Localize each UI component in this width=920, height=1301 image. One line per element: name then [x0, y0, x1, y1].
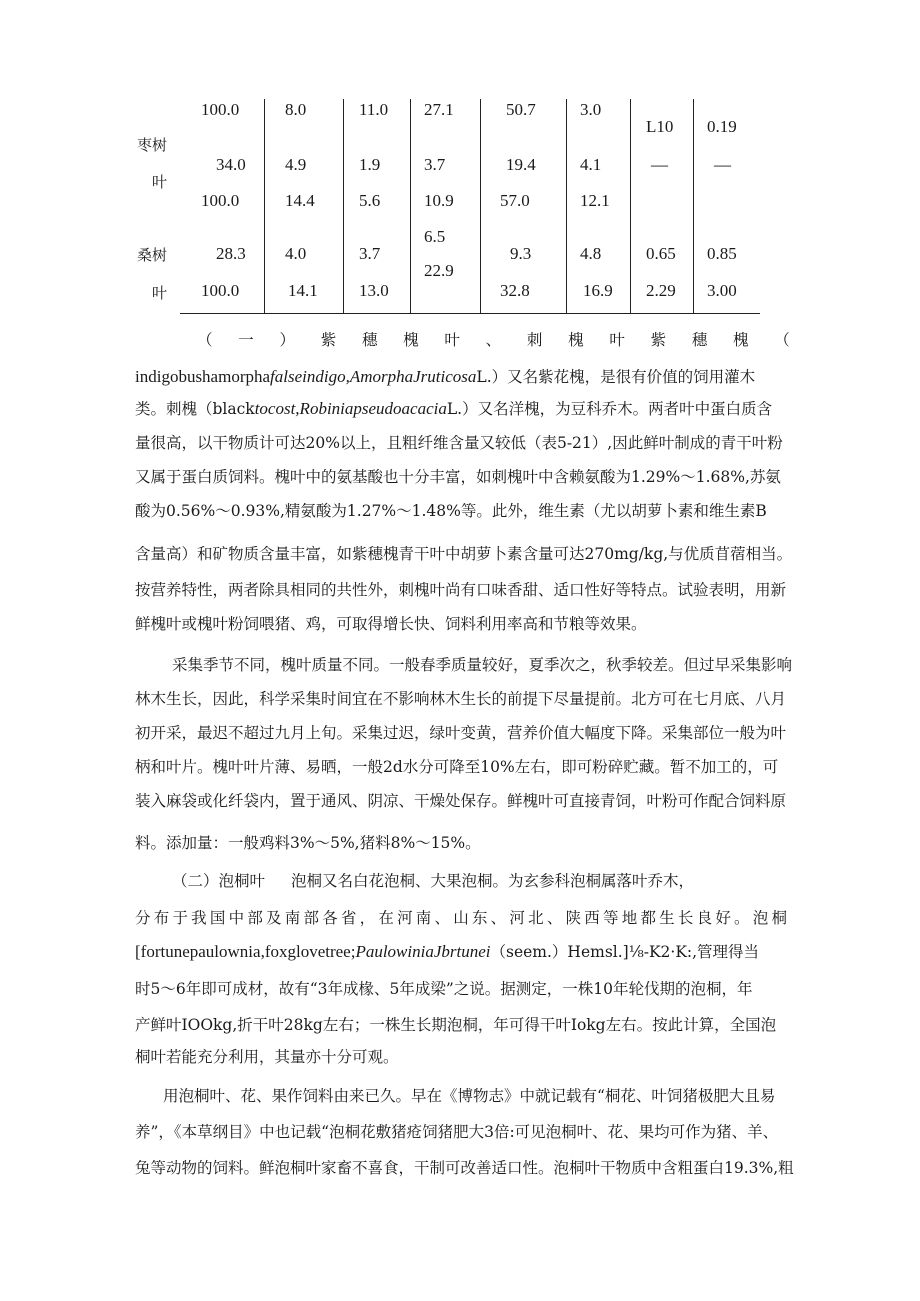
heading-char: 槐 — [568, 331, 584, 349]
text-line: 兔等动物的饲料。鲜泡桐叶家畜不喜食，干制可改善适口性。泡桐叶干物质中含粗蛋白19.3%,粗 — [135, 1159, 794, 1177]
heading-char: 一 — [238, 331, 254, 349]
table-cell: 12.1 — [580, 191, 610, 210]
table-cell: 3.0 — [580, 100, 602, 119]
table-col-line — [264, 99, 265, 313]
text-run: L.）又名洋槐，为豆科乔木。两者叶中蛋白质含 — [446, 400, 773, 418]
table-cell: 0.65 — [646, 244, 676, 263]
text-line: 柄和叶片。槐叶叶片薄、易晒，一般2d水分可降至10%左右，即可粉碎贮藏。暂不加工的，可 — [135, 758, 779, 776]
text-line: 酸为0.56%～0.93%,精氨酸为1.27%～1.48%等。此外，维生素（尤以胡萝卜素和维生素B — [135, 502, 767, 520]
table-cell: 4.1 — [580, 155, 602, 174]
table-cell: 9.3 — [510, 244, 532, 263]
text-line — [135, 941, 759, 963]
heading-char: 槐 — [733, 331, 749, 349]
row-label-mulberry: 桑树 — [137, 246, 168, 264]
table-cell: 19.4 — [506, 155, 536, 174]
table-cell: L10 — [646, 117, 674, 136]
text-line: 桐叶若能充分利用，其量亦十分可观。 — [135, 1048, 399, 1066]
table-cell: 34.0 — [216, 155, 246, 174]
table-cell: 3.7 — [359, 244, 381, 263]
table-cell: 4.0 — [285, 244, 307, 263]
table-cell: 3.7 — [424, 155, 446, 174]
section-heading-amorpha — [197, 328, 790, 350]
text-line — [135, 366, 755, 388]
text-line: 时5～6年即可成材，故有“3年成椽、5年成梁”之说。据测定，一株10年轮伐期的泡桐，年 — [135, 980, 753, 998]
table-cell: 27.1 — [424, 100, 454, 119]
table-bottom-rule — [180, 313, 760, 314]
heading-char: 刺 — [526, 331, 543, 349]
common-names: [fortunepaulownia,foxglovetree; — [135, 942, 356, 961]
table-col-line — [693, 99, 694, 313]
table-cell: 8.0 — [285, 100, 307, 119]
latin-name-italic: tocost,Robiniapseudoacacia — [254, 399, 447, 418]
table-cell: 50.7 — [506, 100, 536, 119]
table-cell: 0.19 — [707, 117, 737, 136]
heading-char: 槐 — [403, 331, 419, 349]
text-run: L.）又名紫花槐，是很有价值的饲用灌木 — [476, 368, 756, 386]
row-label-mulberry-2: 叶 — [152, 284, 168, 302]
heading-char: 叶 — [609, 331, 625, 349]
text-line: 料。添加量：一般鸡料3%～5%,猪料8%～15%。 — [135, 834, 481, 852]
text-line: 初开采，最迟不超过九月上旬。采集过迟，绿叶变黄，营养价值大幅度下降。采集部位一般为叶 — [135, 724, 787, 742]
table-cell: 28.3 — [216, 244, 246, 263]
heading-char: 紫 — [320, 331, 337, 349]
text-line: 鲜槐叶或槐叶粉饲喂猪、鸡，可取得增长快、饲料利用率高和节粮等效果。 — [135, 615, 647, 633]
table-col-line — [480, 99, 481, 313]
text-run: 泡桐又名白花泡桐、大果泡桐。为玄参科泡桐属落叶乔木， — [291, 872, 695, 890]
latin-name-italic: PaulowiniaJbrtunei — [355, 942, 491, 961]
table-cell: — — [651, 155, 668, 174]
table-cell: 1.9 — [359, 155, 381, 174]
heading-char: 穗 — [361, 331, 378, 349]
table-cell: 32.8 — [500, 281, 530, 300]
table-cell: — — [714, 155, 731, 174]
text-line: 林木生长，因此，科学采集时间宜在不影响林木生长的前提下尽量提前。北方可在七月底、八月 — [135, 690, 787, 708]
heading-char: （ — [197, 331, 213, 349]
table-cell: 2.29 — [646, 281, 676, 300]
text-line: 用泡桐叶、花、果作饲料由来已久。早在《博物志》中就记载有“桐花、叶饲猪极肥大且易 — [163, 1087, 776, 1105]
text-line: 分布于我国中部及南部各省，在河南、山东、河北、陕西等地都生长良好。泡桐 — [135, 909, 787, 927]
section-heading-paulownia: （二）泡桐叶 — [172, 872, 266, 890]
heading-char: 叶 — [444, 331, 460, 349]
table-cell: 14.4 — [285, 191, 315, 210]
heading-char: 紫 — [650, 331, 667, 349]
latin-name: indigobushamorpha — [135, 367, 271, 386]
table-cell: 10.9 — [424, 191, 454, 210]
text-line: 按营养特性，两者除具相同的共性外，刺槐叶尚有口味香甜、适口性好等特点。试验表明，用新 — [135, 581, 787, 599]
row-label-jujube: 枣树 — [137, 136, 168, 154]
table-cell: 100.0 — [201, 281, 240, 300]
table-col-line — [410, 99, 411, 313]
table-col-line — [566, 99, 567, 313]
table-cell: 3.00 — [707, 281, 737, 300]
table-cell: 11.0 — [359, 100, 389, 119]
text-line — [135, 398, 772, 420]
table-cell: 100.0 — [201, 191, 240, 210]
text-line: 又属于蛋白质饲料。槐叶中的氨基酸也十分丰富，如刺槐叶中含赖氨酸为1.29%～1.68%,苏氨 — [135, 468, 781, 486]
latin-name-italic: falseindigo,AmorphaJruticosa — [270, 367, 477, 386]
text-line: 装入麻袋或化纤袋内，置于通风、阴凉、干燥处保存。鲜槐叶可直接青饲，叶粉可作配合饲料原 — [135, 792, 787, 810]
heading-char: 穗 — [691, 331, 708, 349]
text-line: 采集季节不同，槐叶质量不同。一般春季质量较好，夏季次之，秋季较差。但过早采集影响 — [172, 656, 793, 674]
table-col-line — [343, 99, 344, 313]
table-cell: 4.8 — [580, 244, 602, 263]
table-cell: 16.9 — [583, 281, 613, 300]
heading-char: ） — [279, 331, 295, 349]
table-cell: 57.0 — [500, 191, 530, 210]
table-cell: 5.6 — [359, 191, 381, 210]
table-cell: 4.9 — [285, 155, 307, 174]
table-cell: 22.9 — [424, 261, 454, 280]
text-line: 养”，《本草纲目》中也记载“泡桐花敷猪疮饲猪肥大3倍:可见泡桐叶、花、果均可作为猪、羊、 — [135, 1123, 779, 1141]
table-cell: 6.5 — [424, 227, 446, 246]
text-line — [172, 870, 694, 892]
table-cell: 0.85 — [707, 244, 737, 263]
heading-char: （ — [774, 331, 790, 349]
table-cell: 13.0 — [359, 281, 389, 300]
text-line: 量很高，以干物质计可达20%以上，且粗纤维含量又较低（表5-21）,因此鲜叶制成的青干叶粉 — [135, 434, 783, 452]
table-col-line — [630, 99, 631, 313]
text-run: 类。刺槐（black — [135, 400, 255, 418]
text-run: （seem.）Hemsl.]⅛-K2·K:,管理得当 — [490, 943, 760, 961]
heading-char: 、 — [485, 331, 502, 349]
text-line: 含量高）和矿物质含量丰富，如紫穗槐青干叶中胡萝卜素含量可达270mg/kg,与优质苜蓿相当。 — [135, 545, 793, 563]
row-label-jujube-2: 叶 — [152, 173, 168, 191]
table-cell: 14.1 — [288, 281, 318, 300]
text-line: 产鲜叶IOOkg,折干叶28kg左右；一株生长期泡桐，年可得干叶Iokg左右。按此计算，全国泡 — [135, 1016, 777, 1034]
table-cell: 100.0 — [201, 100, 240, 119]
